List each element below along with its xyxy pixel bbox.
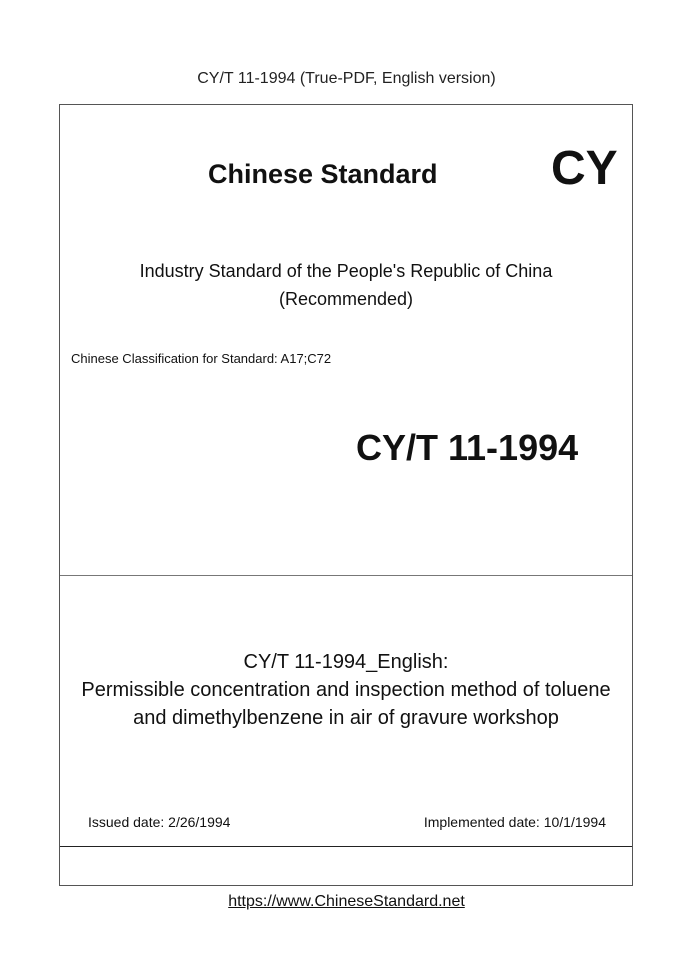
bottom-divider <box>60 846 632 847</box>
subtitle-line-1: Industry Standard of the People's Republic of China <box>139 261 553 281</box>
main-title: Chinese Standard <box>208 159 438 189</box>
document-header-title: CY/T 11-1994 (True-PDF, English version) <box>197 70 496 87</box>
issued-date: Issued date: 2/26/1994 <box>88 814 231 830</box>
section-divider <box>60 575 632 576</box>
classification-text: Chinese Classification for Standard: A17;C72 <box>71 351 332 366</box>
implemented-date: Implemented date: 10/1/1994 <box>423 814 606 830</box>
standard-number: CY/T 11-1994 <box>356 427 579 468</box>
website-link[interactable]: https://www.ChineseStandard.net <box>228 893 465 910</box>
standard-code-mark: CY <box>551 142 618 195</box>
english-title-line-2: Permissible concentration and inspection method of toluene <box>81 679 611 701</box>
english-title-line-1: CY/T 11-1994_English: <box>243 651 449 673</box>
english-title-line-3: and dimethylbenzene in air of gravure workshop <box>133 707 559 729</box>
subtitle-line-2: (Recommended) <box>278 289 414 309</box>
english-title <box>60 648 632 732</box>
cover-frame <box>59 104 633 886</box>
subtitle <box>60 257 632 313</box>
